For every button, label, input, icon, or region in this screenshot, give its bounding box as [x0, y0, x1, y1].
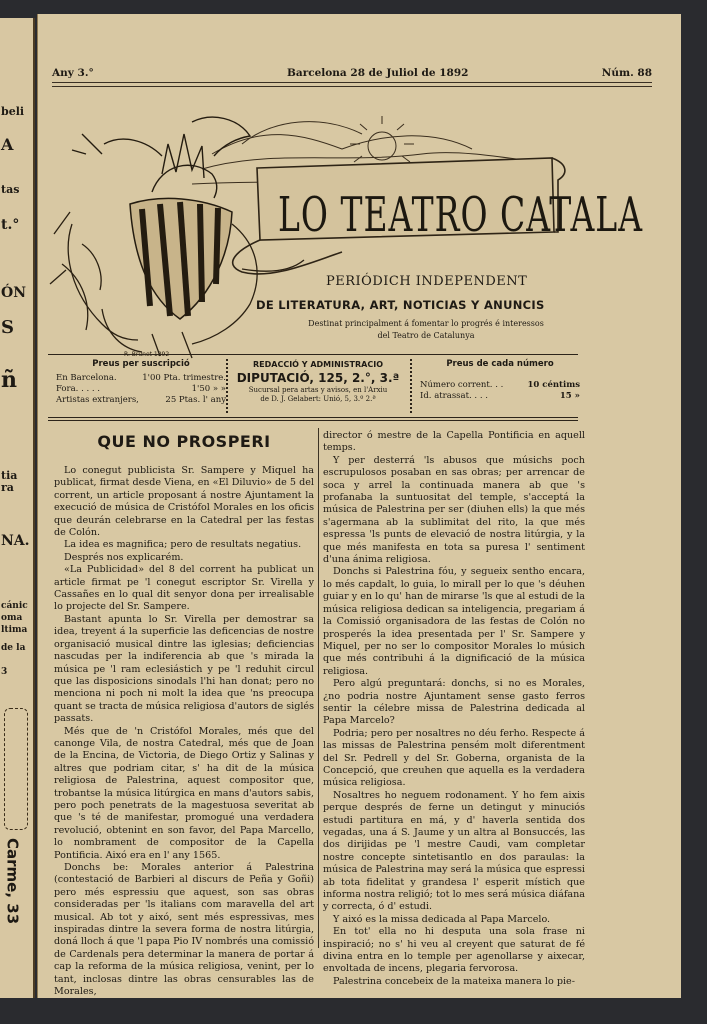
price-value: 10 céntims	[527, 380, 580, 390]
subscription-value: 25 Ptas. l' any	[165, 395, 226, 405]
article-right-column	[323, 430, 585, 988]
office-address: DIPUTACIÓ, 125, 2.°, 3.ª	[236, 371, 400, 385]
article-paragraph: Nosaltres ho neguem rodonament. Y ho fem aixis perque després de ferne un detingut y minuciós estudi partitura en má, y d' haverla sentida dos vegadas, una á S. Jaume y un altra al Bonsuccés, las dos dirijidas pe 'l mestre Caudi, vam completar nostre concepte sintetisantlo en dos paraulas: la música de Palestrina may será la música que espressi ab tota fidelitat y grandesa l' esperit místich que informa nostra religió; tot lo mes será música diáfana y correcta, ó d' estudi.	[323, 789, 585, 913]
facing-fragment: de la	[1, 643, 26, 653]
article-paragraph: Bastant apunta lo Sr. Virella per demostrar sa idea, treyent á la superficie las deficencias de nostre organisació musical dintre las iglesias; deficiencias nascudas per la indiferencia ab que 's mirada la música pe 'l ram eclesiástich y pe 'l reduhit circul que las disposicions sinodals l'hi han donat; pero no menciona ni poch ni molt la idea que 'ns preocupa quant se tracta de música religiosa d'autors de siglés passats.	[54, 613, 314, 725]
masthead-subtitle: PERIÓDICH INDEPENDENT	[326, 274, 528, 289]
facing-fragment: A	[1, 135, 14, 154]
article-headline: QUE NO PROSPERI	[97, 432, 271, 451]
article-left-column	[54, 432, 314, 998]
facing-fragment: tas	[1, 183, 20, 196]
price-value: 15 »	[559, 391, 580, 401]
article-paragraph: Y per desterrá 'ls abusos que músichs poch escrupulosos posaban en sas obras; per arrencar de soca y arrel la continuada manera ab que 's profanaba la suntuositat del temple, s'acceptá la música de Palestrina per ser (diuhen ells) la que més s'agermana ab la sublimitat del rito, la que més espressa 'ls punts de elevació de nostra litúrgia, y la que més manifesta en tota sa puresa l' sentiment d'una ánima religiosa.	[323, 454, 585, 566]
article-paragraph: En tot' ella no hi desputa una sola frase ni inspiració; no s' hi veu al creyent que saturat de fé divina entra en lo temple per agenollarse y aixecar, envoltada de incens, plegaria fervorosa.	[323, 926, 585, 975]
facing-fragment: t.°	[1, 217, 20, 233]
issue-dateline: Barcelona 28 de Juliol de 1892	[287, 67, 469, 79]
purpose-line-2: del Teatro de Catalunya	[377, 331, 475, 340]
facing-vertical-address: Carme, 33	[3, 838, 22, 925]
article-paragraph: Després nos explicarém.	[64, 551, 184, 563]
facing-fragment: beli	[1, 105, 25, 118]
article-paragraph: Pero algú preguntará: donchs, si no es Morales, ¿no podria nostre Ajuntament sense gasto ferros sentir la célebre missa de Palestrina dedicada al Papa Marcelo?	[323, 678, 585, 727]
issue-header	[52, 67, 652, 83]
masthead-title: LO TEATRO CATALA	[278, 186, 644, 243]
facing-fragment: ñ	[1, 367, 17, 393]
facing-fragment: NA.	[1, 533, 30, 549]
purpose-line-1: Destinat principalment á fomentar lo progrés é interessos	[308, 319, 544, 328]
article-paragraph: Donchs si Palestrina fóu, y segueix sentho encara, lo més capdalt, lo guia, lo mirall per lo que 's déuhen guiar y en lo qu' han de mirarse 'ls que al estudi de la música religiosa dedican sa inteligencia, pregariam á la Comissió organisadora de las festas de Colón no prosperés la idea presentada per l' Sr. Sampere y Miquel, per no ser lo compositor Morales lo músich que més contribuhi á la dignificació de la música religiosa.	[323, 566, 585, 677]
facing-fragment: cánic	[1, 601, 28, 611]
facing-page-edge	[0, 18, 35, 998]
issue-number: Núm. 88	[601, 67, 652, 79]
price-label: Id. atrassat. . . .	[420, 391, 488, 401]
info-bar	[48, 354, 578, 418]
subscription-value: 1'50 » »	[191, 384, 226, 394]
subscription-row	[56, 395, 226, 406]
subscription-label: Fora. . . . .	[56, 384, 100, 394]
info-bottom-rule	[48, 420, 578, 421]
subscription-title: Preus per suscripció	[92, 359, 190, 369]
ornament-border	[4, 708, 28, 830]
price-label: Número corrent. . .	[420, 380, 504, 390]
subscription-row	[56, 384, 226, 395]
article-paragraph: Donchs be: Morales anterior á Palestrina (contestació de Barbieri al discurs de Peña y Goñi) pero més espressiu que aquest, son sas obras consideradas per 'ls italians com maravella del art musical. Ab tot y aixó, sent més espressivas, mes inspiradas dintre la severa forma de nostra litúrgia, doná lloch á que 'l papa Pio IV nombrés una comissió de Cardenals pera determinar la manera de portar á cap la reforma de la música religiosa, venint, per lo tant, inclosas dintre las obras censurables las de Morales,	[54, 862, 314, 998]
article-paragraph: Podria; pero per nosaltres no déu ferho. Respecte á las missas de Palestrina pensém molt diferentment del Sr. Pedrell y del Sr. Goberna, organista de la Concepció, que creuhen que aquella es la verdadera música religiosa.	[323, 727, 585, 789]
masthead-purpose	[296, 318, 556, 342]
branch-line-2: de D. J. Gelabert: Unió, 5, 3.º 2.ª	[260, 395, 376, 403]
header-rule	[52, 86, 652, 87]
office-title: REDACCIÓ Y ADMINISTRACIO	[253, 360, 383, 369]
article-paragraph: La idea es magnifica; pero de resultats negatius.	[64, 539, 302, 551]
branch-line-1: Sucursal pera artas y avisos, en l'Arxiu	[248, 386, 388, 394]
article-paragraph: «La Publicidad» del 8 del corrent ha publicat un article firmat pe 'l conegut escriptor Sr. Virella y Cassañes en lo qual dit senyor dona per irrealisable lo projecte del Sr. Sampere.	[54, 564, 314, 613]
masthead-tagline: DE LITERATURA, ART, NOTICIAS Y ANUNCIS	[256, 298, 545, 312]
dotted-separator	[410, 359, 418, 413]
article-paragraph: Y aixó es la missa dedicada al Papa Marcelo.	[333, 913, 551, 925]
subscription-value: 1'00 Pta. trimestre.	[142, 373, 226, 383]
article-paragraph: Més que de 'n Cristófol Morales, més que del canonge Vila, de nostra Catedral, més que de Joan de la Encina, de Victoria, de Diego Ortiz y Salinas y altres que podriam citar, s' ha dit de la música religiosa de Palestrina, aquest compositor que, trobantse la música litúrgica en mans d'autors sabis, pero poch penetrats de la magestuosa severitat ab que 's té de manifestar, promogué una verdadera revolució, obtenint en son favor, del Papa Marcello, lo nombrament de compositor de la Capella Pontificia. Aixó era en l' any 1565.	[54, 725, 314, 861]
facing-fragment: ra	[1, 481, 14, 494]
newspaper-page	[37, 14, 681, 998]
facing-fragment: ltima	[1, 625, 28, 635]
subscription-box	[56, 359, 226, 406]
facing-fragment: ÓN	[1, 285, 26, 301]
facing-fragment: 3	[1, 667, 8, 677]
price-title: Preus de cada número	[446, 359, 554, 369]
subscription-label: En Barcelona.	[56, 373, 117, 383]
article-paragraph: director ó mestre de la Capella Pontificia en aquell temps.	[323, 430, 585, 454]
facing-fragment: oma	[1, 613, 23, 623]
subscription-label: Artistas extranjers,	[56, 395, 139, 405]
subscription-row	[56, 373, 226, 384]
artist-signature: R. Brunet 1892	[124, 351, 170, 358]
article-paragraph: Lo conegut publicista Sr. Sampere y Miquel ha publicat, firmat desde Viena, en «El Diluvio» de 5 del corrent, un article proposant á nostre Ajuntament la execució de música de Cristófol Morales en los oficis que deurán celebrarse en la Catedral per las festas de Colón.	[54, 465, 314, 539]
office-box	[233, 359, 403, 404]
facing-fragment: S	[1, 317, 14, 338]
issue-year: Any 3.°	[52, 67, 94, 79]
price-row	[420, 380, 580, 391]
article-paragraph: Palestrina concebeix de la mateixa manera lo pie-	[333, 975, 575, 987]
price-row	[420, 391, 580, 402]
price-box	[420, 359, 580, 402]
facing-fragment: tia	[1, 469, 18, 482]
column-divider	[318, 428, 319, 948]
